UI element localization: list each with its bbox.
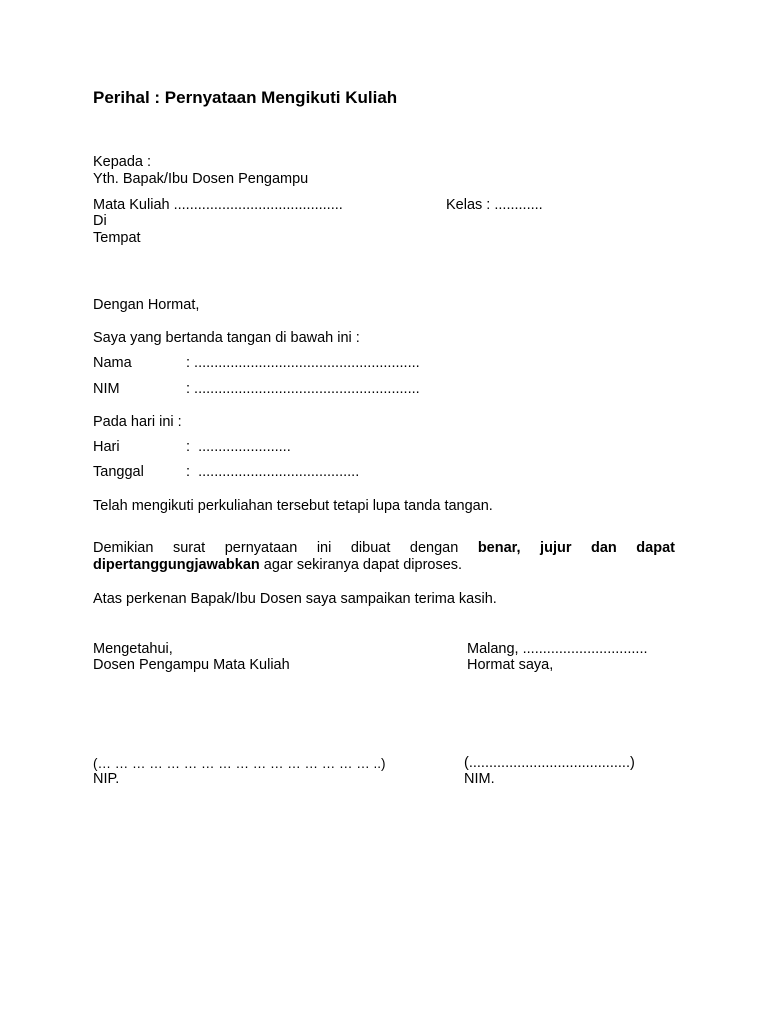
letter-title: Perihal : Pernyataan Mengikuti Kuliah: [93, 88, 398, 107]
statement-text: Telah mengikuti perkuliahan tersebut tetapi lupa tanda tangan.: [93, 498, 493, 514]
sign-right-line1: Malang, ...............................: [467, 641, 648, 657]
recipient-mata-kuliah: Mata Kuliah ..........................................: [93, 197, 343, 213]
sign-right-blank: (........................................): [464, 755, 635, 771]
field-label-nim: NIM: [93, 381, 120, 397]
recipient-di: Di: [93, 213, 107, 229]
recipient-kelas: Kelas : ............: [446, 197, 543, 213]
closing-line-1: [93, 540, 675, 557]
sign-left-nip: NIP.: [93, 771, 120, 787]
sign-right-line2: Hormat saya,: [467, 657, 554, 673]
field-label-tanggal: Tanggal: [93, 464, 144, 480]
field-value-tanggal: : ........................................: [186, 464, 360, 480]
recipient-yth: Yth. Bapak/Ibu Dosen Pengampu: [93, 171, 309, 187]
field-label-nama: Nama: [93, 355, 132, 371]
closing-line-2-bold: dipertanggungjawabkan: [93, 557, 260, 573]
sign-right-nim: NIM.: [464, 771, 495, 787]
closing-line-2-plain: agar sekiranya dapat diproses.: [259, 557, 463, 573]
field-label-hari: Hari: [93, 439, 120, 455]
sign-left-line2: Dosen Pengampu Mata Kuliah: [93, 657, 290, 673]
intro-text: Saya yang bertanda tangan di bawah ini :: [93, 330, 360, 346]
field-value-hari: : .......................: [186, 439, 291, 455]
sign-left-line1: Mengetahui,: [93, 641, 173, 657]
greeting: Dengan Hormat,: [93, 297, 200, 313]
closing-line-1-bold: benar, jujur dan dapat: [477, 540, 675, 556]
closing-line-1-plain: Demikian surat pernyataan ini dibuat dengan: [93, 540, 478, 556]
field-value-nama: : ........................................................: [186, 355, 420, 371]
day-intro: Pada hari ini :: [93, 414, 182, 430]
closing-paragraph: [93, 540, 675, 574]
recipient-tempat: Tempat: [93, 230, 141, 246]
sign-left-blank: (… … … … … … … … … … … … … … … … ..): [93, 756, 386, 771]
field-value-nim: : ........................................................: [186, 381, 420, 397]
recipient-kepada: Kepada :: [93, 154, 152, 170]
closing-line-2: [93, 557, 675, 574]
thanks-text: Atas perkenan Bapak/Ibu Dosen saya sampaikan terima kasih.: [93, 591, 497, 607]
